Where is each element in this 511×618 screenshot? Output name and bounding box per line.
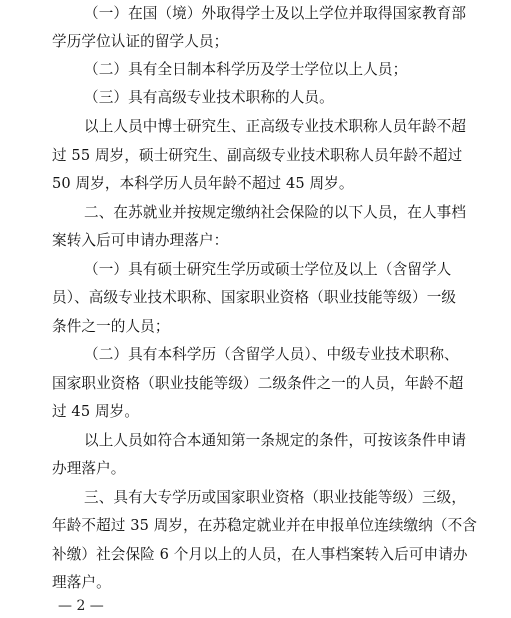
paragraph-line: 年龄不超过 35 周岁，在苏稳定就业并在申报单位连续缴纳（不含 (52, 517, 477, 534)
paragraph-line: 三、具有大专学历或国家职业资格（职业技能等级）三级， (84, 489, 467, 506)
paragraph-line: 条件之一的人员； (52, 318, 170, 335)
paragraph-line: 50 周岁，本科学历人员年龄不超过 45 周岁。 (52, 175, 354, 192)
paragraph-line: 补缴）社会保险 6 个月以上的人员，在人事档案转入后可申请办 (52, 546, 468, 563)
paragraph-line: 以上人员如符合本通知第一条规定的条件，可按该条件申请 (84, 432, 467, 449)
paragraph-line: 国家职业资格（职业技能等级）二级条件之一的人员，年龄不超 (52, 375, 464, 392)
paragraph-line: 过 55 周岁，硕士研究生、副高级专业技术职称人员年龄不超过 (52, 147, 463, 164)
paragraph-line: 过 45 周岁。 (52, 403, 140, 420)
paragraph-line: （一）在国（境）外取得学士及以上学位并取得国家教育部 (84, 5, 467, 22)
paragraph-line: （三）具有高级专业技术职称的人员。 (84, 89, 334, 106)
paragraph-line: 理落户。 (52, 574, 111, 591)
page-number: — 2 — (58, 598, 104, 614)
paragraph-line: 员）、高级专业技术职称、国家职业资格（职业技能等级）一级 (52, 289, 457, 306)
paragraph-line: 案转入后可申请办理落户： (52, 232, 229, 249)
paragraph-line: 以上人员中博士研究生、正高级专业技术职称人员年龄不超 (84, 118, 467, 135)
paragraph-line: 二、在苏就业并按规定缴纳社会保险的以下人员，在人事档 (84, 204, 467, 221)
paragraph-line: 学历学位认证的留学人员； (52, 33, 229, 50)
paragraph-line: （二）具有本科学历（含留学人员）、中级专业技术职称、 (84, 346, 459, 363)
paragraph-line: （二）具有全日制本科学历及学士学位以上人员； (84, 61, 408, 78)
paragraph-line: 办理落户。 (52, 460, 126, 477)
paragraph-line: （一）具有硕士研究生学历或硕士学位及以上（含留学人 (84, 261, 452, 278)
